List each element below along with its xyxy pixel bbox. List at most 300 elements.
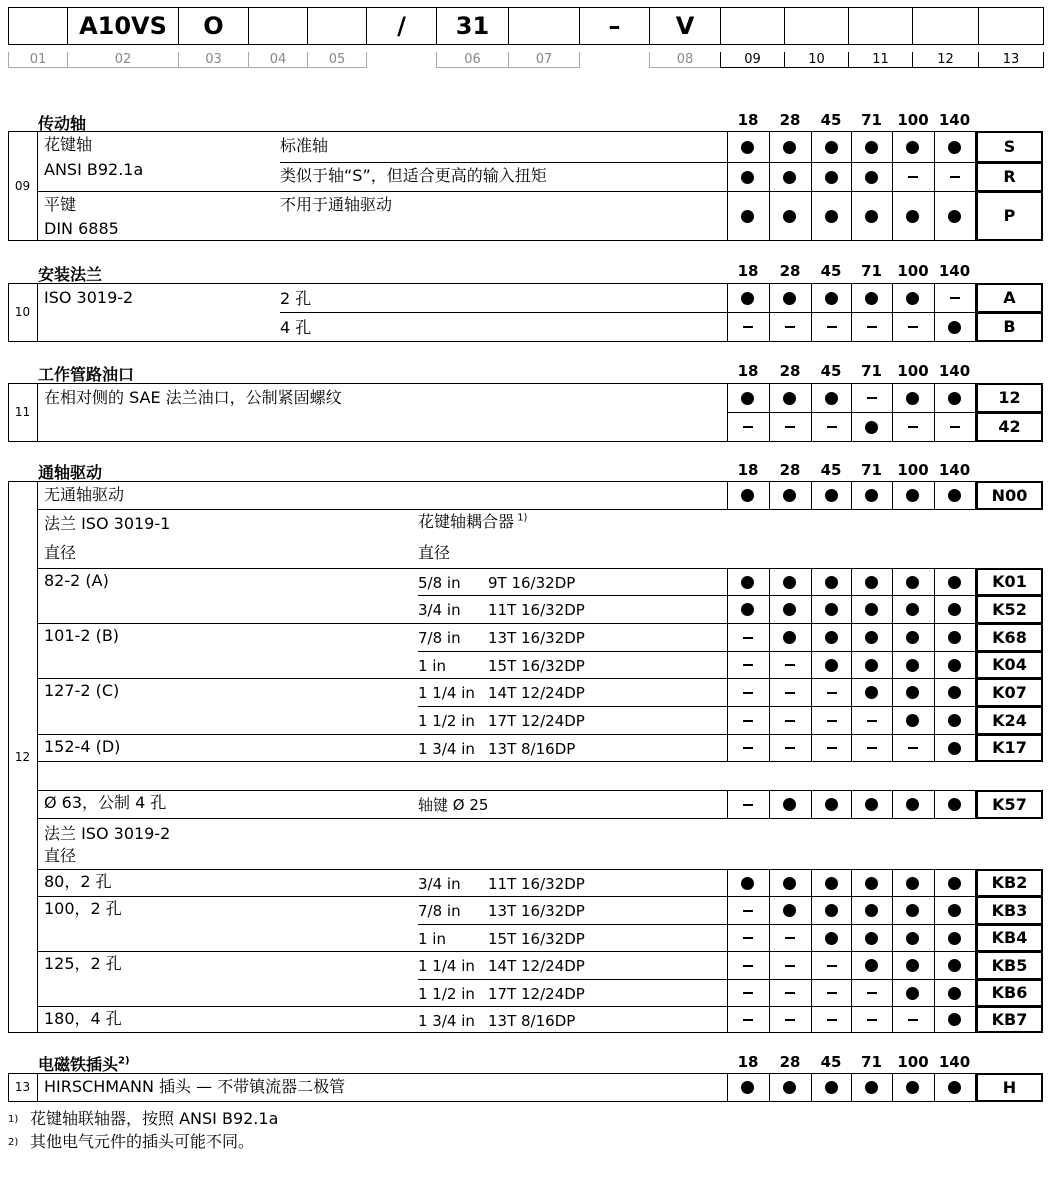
available-dot-icon [948,742,961,755]
availability-mark [811,984,852,1002]
coupler-spec: 13T 8/16DP [488,1012,576,1030]
code-position-label: 13 [978,52,1044,68]
code-position-box [912,7,979,45]
availability-mark [851,795,892,813]
available-dot-icon [741,292,754,305]
not-available-dash-icon [827,965,837,967]
option-code: KB7 [976,1006,1043,1033]
rule-line [8,383,1043,384]
availability-mark [892,138,933,156]
availability-mark [727,1010,768,1028]
available-dot-icon [865,904,878,917]
available-dot-icon [783,210,796,223]
rule-line [8,1101,1043,1102]
rule-line [8,441,1043,442]
not-available-dash-icon [827,720,837,722]
shaft-standard: DIN 6885 [44,219,119,238]
availability-mark [892,874,933,892]
rule-line [8,283,1043,284]
section-title [38,460,102,483]
available-dot-icon [825,292,838,305]
availability-mark [811,389,852,407]
availability-mark [811,168,852,186]
availability-mark [934,573,975,591]
size-header: 18 [737,362,759,380]
option-code: H [976,1073,1043,1102]
availability-mark [892,984,933,1002]
not-available-dash-icon [867,747,877,749]
coupler-spec: 17T 12/24DP [488,985,585,1003]
available-dot-icon [948,987,961,1000]
size-header: 71 [861,1053,882,1071]
not-available-dash-icon [743,326,753,328]
available-dot-icon [783,489,796,502]
code-position-box [307,7,367,45]
rule-line [8,1032,1043,1033]
not-available-dash-icon [867,1019,877,1021]
coupler-diameter: 3/4 in [418,601,461,619]
size-header: 140 [938,1053,971,1071]
availability-mark [892,628,933,646]
available-dot-icon [948,141,961,154]
option-code: A [976,283,1043,313]
size-header: 45 [820,461,842,479]
availability-mark [727,795,768,813]
option-code: S [976,131,1043,163]
size-header: 18 [737,262,759,280]
not-available-dash-icon [867,992,877,994]
available-dot-icon [783,292,796,305]
availability-mark [727,1078,768,1096]
not-available-dash-icon [743,937,753,939]
availability-mark [934,389,975,407]
rule-line [418,979,1043,980]
connector-description: HIRSCHMANN 插头 — 不带镇流器二极管 [44,1077,346,1096]
code-position-box [848,7,913,45]
option-code: B [976,312,1043,342]
option-description: 2 孔 [280,289,312,308]
availability-mark [811,138,852,156]
availability-mark [811,486,852,504]
availability-mark [934,600,975,618]
coupler-spec: 14T 12/24DP [488,684,585,702]
availability-mark [851,1078,892,1096]
available-dot-icon [948,321,961,334]
rule-line [418,651,1043,652]
flange-diameter: 152-4 (D) [44,737,121,756]
flange-diameter: 125，2 孔 [44,954,122,973]
availability-mark [851,289,892,307]
availability-mark [811,711,852,729]
flange-diameter: 101-2 (B) [44,626,120,645]
availability-mark [892,683,933,701]
not-available-dash-icon [785,326,795,328]
availability-mark [727,318,768,336]
code-position-box [978,7,1044,45]
flange-standard: ISO 3019-2 [44,288,134,307]
coupler-spec: 14T 12/24DP [488,957,585,975]
availability-mark [851,901,892,919]
available-dot-icon [906,489,919,502]
available-dot-icon [906,877,919,890]
option-code: KB6 [976,979,1043,1007]
code-position-label: 11 [848,52,913,68]
coupler-spec: 9T 16/32DP [488,574,576,592]
availability-mark [769,628,810,646]
not-available-dash-icon [785,747,795,749]
available-dot-icon [865,171,878,184]
availability-mark [811,683,852,701]
code-position-box: V [649,7,721,45]
rule-line [280,312,1043,313]
available-dot-icon [741,489,754,502]
section-title-text: 工作管路油口 [38,365,135,384]
availability-mark [934,289,975,307]
coupler-spec: 13T 16/32DP [488,629,585,647]
available-dot-icon [783,576,796,589]
footnote-number: 2) [8,1137,19,1148]
coupler-diameter: 1 in [418,930,446,948]
code-position-label: 10 [784,52,849,68]
coupler-diameter: 1 1/4 in [418,684,475,702]
available-dot-icon [825,904,838,917]
option-code: K01 [976,568,1043,596]
size-header: 45 [820,1053,842,1071]
rule-line [37,761,1043,762]
availability-mark [851,628,892,646]
not-available-dash-icon [785,692,795,694]
option-description: 4 孔 [280,318,312,337]
available-dot-icon [906,392,919,405]
availability-mark [727,901,768,919]
available-dot-icon [825,489,838,502]
availability-mark [727,656,768,674]
flange-diameter: 82-2 (A) [44,571,109,590]
available-dot-icon [948,659,961,672]
availability-mark [769,289,810,307]
not-available-dash-icon [908,426,918,428]
availability-mark [934,956,975,974]
section-number: 12 [14,749,31,764]
coupler-spec: 15T 16/32DP [488,930,585,948]
shaft-standard: ANSI B92.1a [44,160,144,179]
available-dot-icon [783,1081,796,1094]
availability-mark [851,168,892,186]
availability-mark [727,984,768,1002]
code-position-label: 03 [178,52,249,68]
flange-diameter: 80，2 孔 [44,872,112,891]
available-dot-icon [906,798,919,811]
section-title-text: 安装法兰 [38,265,103,284]
available-dot-icon [948,798,961,811]
available-dot-icon [906,932,919,945]
available-dot-icon [741,576,754,589]
availability-mark [892,486,933,504]
size-header: 100 [897,1053,929,1071]
available-dot-icon [948,1081,961,1094]
availability-mark [811,628,852,646]
available-dot-icon [825,631,838,644]
availability-mark [892,389,933,407]
coupler-diameter: 1 in [418,657,446,675]
flange-diameter: Ø 63，公制 4 孔 [44,793,167,812]
code-position-box: 31 [436,7,509,45]
code-position-label: 02 [67,52,179,68]
availability-mark [811,795,852,813]
available-dot-icon [865,489,878,502]
size-header: 100 [897,461,929,479]
availability-mark [769,901,810,919]
availability-mark [769,318,810,336]
section-title [38,362,134,385]
option-code: KB3 [976,896,1043,925]
availability-mark [727,874,768,892]
available-dot-icon [906,714,919,727]
availability-mark [727,683,768,701]
option-code: K04 [976,651,1043,679]
section-number: 13 [14,1080,31,1094]
available-dot-icon [865,141,878,154]
availability-mark [811,929,852,947]
code-position-label: 09 [720,52,785,68]
footnote-text: 其他电气元件的插头可能不同。 [30,1132,255,1151]
availability-mark [769,573,810,591]
not-available-dash-icon [743,720,753,722]
availability-mark [769,138,810,156]
coupler-spec: 13T 16/32DP [488,902,585,920]
not-available-dash-icon [743,992,753,994]
section-title [38,262,102,285]
footnote-ref: 2) [118,1055,130,1067]
availability-mark [727,138,768,156]
coupler-diameter: 1 1/2 in [418,712,475,730]
option-description: 类似于轴“S”，但适合更高的输入扭矩 [280,166,547,185]
size-header: 45 [820,111,842,129]
availability-mark [727,711,768,729]
coupler-header: 花键轴耦合器 $^{1)}$ [418,512,528,531]
availability-mark [851,138,892,156]
available-dot-icon [865,292,878,305]
available-dot-icon [783,877,796,890]
availability-mark [811,289,852,307]
availability-mark [851,739,892,757]
available-dot-icon [948,959,961,972]
not-available-dash-icon [785,720,795,722]
not-available-dash-icon [743,965,753,967]
shaft-type: 平键 [44,195,77,214]
not-available-dash-icon [743,910,753,912]
available-dot-icon [948,932,961,945]
availability-mark [851,318,892,336]
available-dot-icon [948,392,961,405]
availability-mark [769,1010,810,1028]
availability-mark [892,600,933,618]
availability-mark [727,389,768,407]
not-available-dash-icon [743,692,753,694]
availability-mark [934,795,975,813]
availability-mark [892,1010,933,1028]
available-dot-icon [741,141,754,154]
not-available-dash-icon [827,692,837,694]
coupler-diameter: 1 3/4 in [418,1012,475,1030]
availability-mark [892,1078,933,1096]
available-dot-icon [948,1013,961,1026]
availability-mark [892,929,933,947]
not-available-dash-icon [785,1019,795,1021]
available-dot-icon [865,576,878,589]
availability-mark [934,318,975,336]
availability-mark [934,138,975,156]
code-position-label: 01 [8,52,68,68]
available-dot-icon [865,686,878,699]
size-header: 45 [820,262,842,280]
availability-mark [769,739,810,757]
option-description: 标准轴 [280,136,329,155]
size-header: 28 [779,362,801,380]
code-position-label: 05 [307,52,367,68]
availability-mark [851,486,892,504]
flange-standard: 法兰 ISO 3019-1 [44,514,171,533]
available-dot-icon [741,603,754,616]
rule-line [418,595,1043,596]
not-available-dash-icon [743,1019,753,1021]
availability-mark [851,956,892,974]
flange-diameter: 127-2 (C) [44,681,120,700]
available-dot-icon [865,659,878,672]
size-header: 28 [779,262,801,280]
code-position-box: – [579,7,650,45]
code-position-label: 04 [248,52,308,68]
availability-mark [892,739,933,757]
rule-line [280,162,1043,163]
option-code: 42 [976,412,1043,442]
availability-mark [769,418,810,436]
available-dot-icon [865,210,878,223]
availability-mark [934,984,975,1002]
available-dot-icon [783,603,796,616]
section-number: 10 [14,305,31,319]
size-header: 71 [861,262,882,280]
size-header: 18 [737,1053,759,1071]
not-available-dash-icon [785,937,795,939]
option-code: KB2 [976,869,1043,897]
not-available-dash-icon [908,176,918,178]
availability-mark [851,656,892,674]
coupler-diameter: 1 3/4 in [418,740,475,758]
option-code: P [976,191,1043,241]
available-dot-icon [825,576,838,589]
available-dot-icon [948,904,961,917]
available-dot-icon [906,987,919,1000]
available-dot-icon [783,141,796,154]
code-position-label: 06 [436,52,509,68]
code-position-box: O [178,7,249,45]
availability-mark [727,418,768,436]
coupler-diameter: 1 1/2 in [418,985,475,1003]
available-dot-icon [741,171,754,184]
coupler-spec: 13T 8/16DP [488,740,576,758]
available-dot-icon [906,141,919,154]
available-dot-icon [783,392,796,405]
code-position-label: 07 [508,52,580,68]
availability-mark [892,956,933,974]
availability-mark [769,956,810,974]
size-header: 100 [897,362,929,380]
coupler-diameter: 7/8 in [418,629,461,647]
available-dot-icon [906,686,919,699]
availability-mark [892,656,933,674]
not-available-dash-icon [827,1019,837,1021]
coupler-diameter: 7/8 in [418,902,461,920]
diameter-header: 直径 [44,543,77,562]
availability-mark [811,1078,852,1096]
not-available-dash-icon [950,426,960,428]
shaft-type: 花键轴 [44,135,93,154]
availability-mark [727,929,768,947]
available-dot-icon [865,959,878,972]
available-dot-icon [865,798,878,811]
available-dot-icon [783,171,796,184]
availability-mark [892,207,933,225]
not-available-dash-icon [950,297,960,299]
size-header: 71 [861,111,882,129]
rule-line [37,481,38,1032]
availability-mark [934,1078,975,1096]
availability-mark [934,207,975,225]
not-available-dash-icon [827,426,837,428]
availability-mark [811,656,852,674]
available-dot-icon [948,877,961,890]
section-title-text: 通轴驱动 [38,463,103,482]
section-number: 09 [14,178,31,193]
availability-mark [727,600,768,618]
availability-mark [934,418,975,436]
coupler-spec: 15T 16/32DP [488,657,585,675]
code-position-box [8,7,68,45]
availability-mark [811,874,852,892]
coupler-diameter: 轴键 Ø 25 [418,796,489,814]
availability-mark [934,711,975,729]
availability-mark [769,168,810,186]
availability-mark [769,683,810,701]
availability-mark [727,739,768,757]
section-title-text: 传动轴 [38,114,87,133]
availability-mark [769,389,810,407]
size-header: 18 [737,461,759,479]
available-dot-icon [948,489,961,502]
availability-mark [769,486,810,504]
option-description: 不用于通轴驱动 [280,195,393,214]
availability-mark [892,795,933,813]
not-available-dash-icon [827,747,837,749]
rule-line [8,240,1043,241]
availability-mark [769,929,810,947]
available-dot-icon [783,631,796,644]
size-header: 140 [938,111,971,129]
availability-mark [851,929,892,947]
size-header: 18 [737,111,759,129]
available-dot-icon [825,877,838,890]
coupler-diameter: 3/4 in [418,875,461,893]
availability-mark [811,1010,852,1028]
footnote-ref: 1) [514,512,528,524]
not-available-dash-icon [867,326,877,328]
footnote-text: 花键轴联轴器，按照 ANSI B92.1a [30,1109,279,1128]
rule-line [418,924,1043,925]
available-dot-icon [906,210,919,223]
not-available-dash-icon [743,426,753,428]
section-number: 11 [14,405,31,419]
